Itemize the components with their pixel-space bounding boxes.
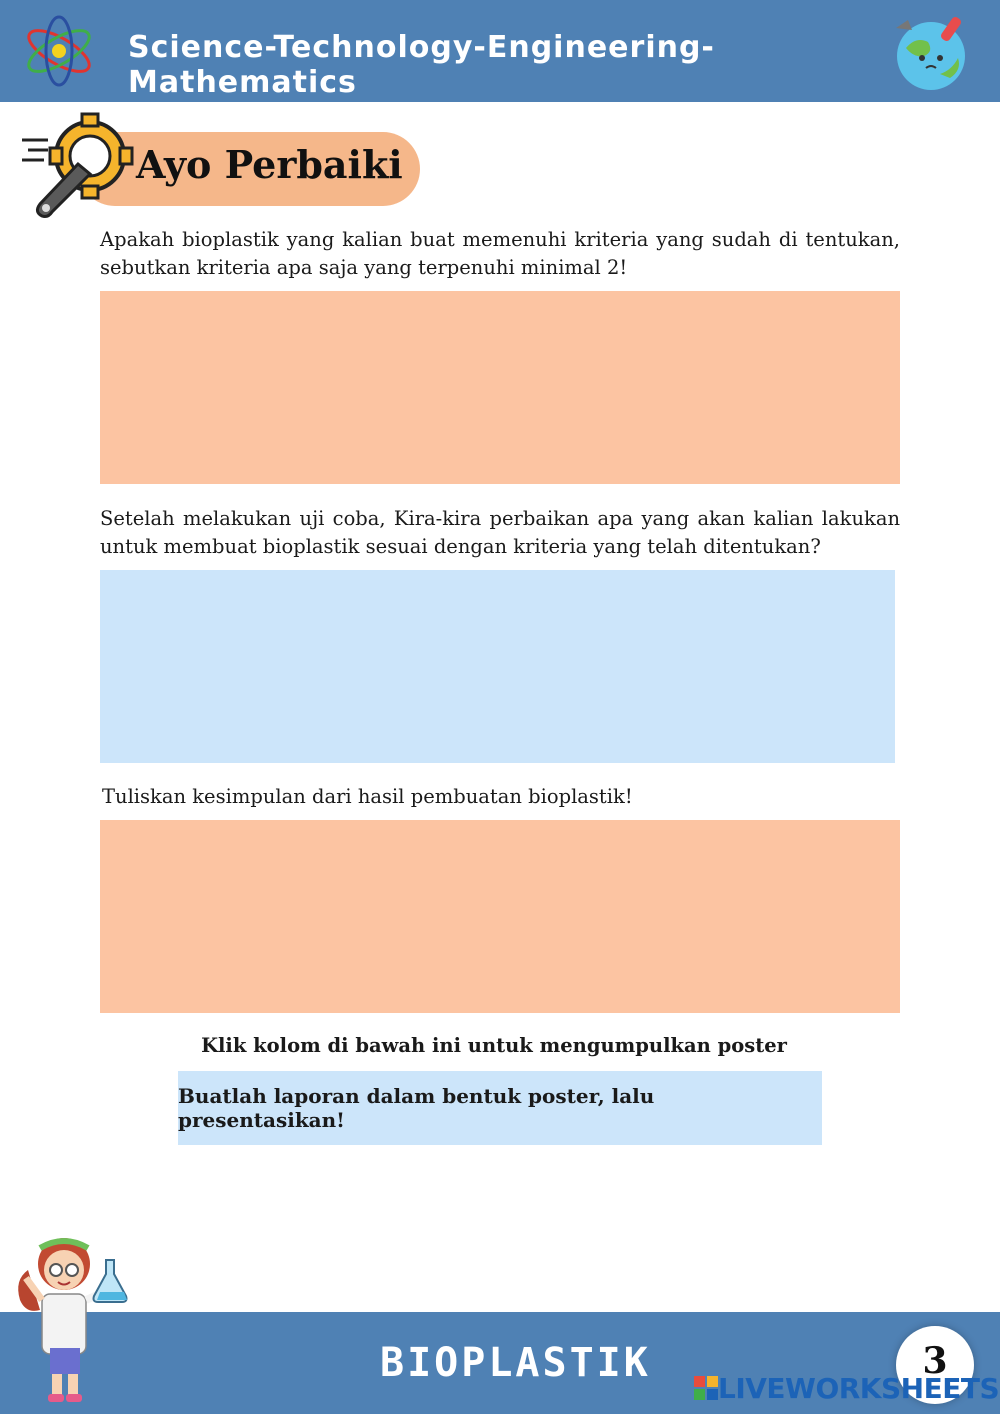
header-title: Science-Technology-Engineering-Mathematics xyxy=(128,30,715,100)
answer-field-1[interactable] xyxy=(100,291,900,484)
question-3: Tuliskan kesimpulan dari hasil pembuatan bioplastik! xyxy=(102,785,633,808)
question-2: Setelah melakukan uji coba, Kira-kira perbaikan apa yang akan kalian lakukan untuk membuat bioplastik sesuai dengan kriteria yang telah ditentukan? xyxy=(100,507,900,558)
footer-title: BIOPLASTIK xyxy=(380,1340,651,1386)
liveworksheets-logo-icon xyxy=(694,1376,718,1400)
page-number: 3 xyxy=(922,1340,948,1382)
question-1: Apakah bioplastik yang kalian buat memenuhi kriteria yang sudah di tentukan, sebutkan kriteria apa saja yang terpenuhi minimal 2! xyxy=(100,228,900,279)
submit-poster-button[interactable] xyxy=(178,1071,822,1145)
earth-mascot-icon xyxy=(888,8,978,98)
section-title: Ayo Perbaiki xyxy=(136,142,403,187)
liveworksheets-brand[interactable]: LIVEWORKSHEETS xyxy=(718,1372,1000,1405)
answer-field-3[interactable] xyxy=(100,820,900,1013)
submit-instruction: Klik kolom di bawah ini untuk mengumpulkan poster xyxy=(201,1034,787,1057)
submit-poster-label: Buatlah laporan dalam bentuk poster, lalu presentasikan! xyxy=(178,1084,655,1132)
answer-field-2[interactable] xyxy=(100,570,895,763)
gear-wrench-icon xyxy=(18,112,136,220)
atom-icon xyxy=(20,12,98,90)
scientist-girl-illustration xyxy=(8,1230,133,1405)
